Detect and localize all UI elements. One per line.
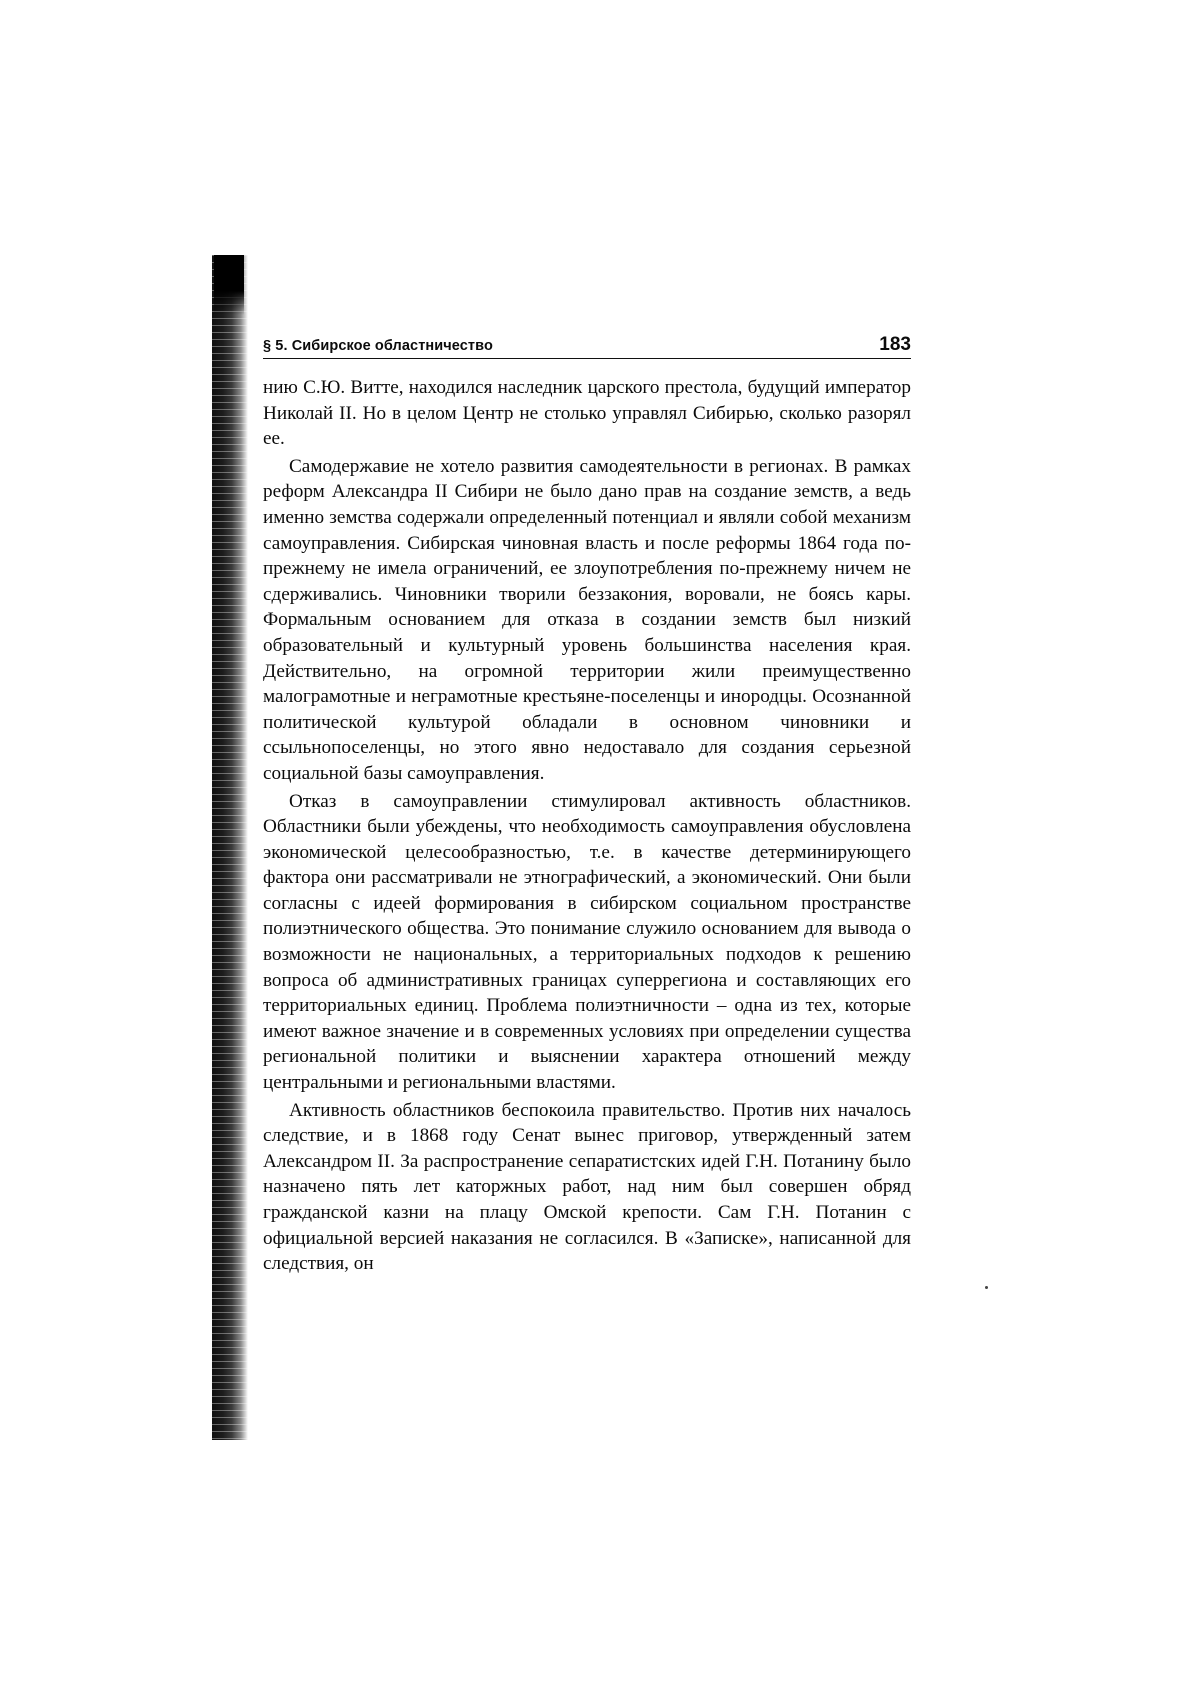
- scan-binding-shadow-top: [214, 255, 244, 315]
- body-text: [263, 375, 911, 1277]
- scan-speck: [985, 1286, 988, 1289]
- section-title: § 5. Сибирское областничество: [263, 338, 493, 354]
- paragraph: Самодержавие не хотело развития самодеятельности в регионах. В рамках реформ Александра II Сибири не было дано прав на создание земств, а ведь именно земства содержали определенный потенциал и являли собой механизм самоуправления. Сибирская чиновная власть и после реформы 1864 года по-прежнему не имела ограничений, ее злоупотребления по-прежнему ничем не сдерживались. Чиновники творили беззакония, воровали, не боясь кары. Формальным основанием для отказа в создании земств был низкий образовательный и культурный уровень большинства населения края. Действительно, на огромной территории жили преимущественно малограмотные и неграмотные крестьяне-поселенцы и инородцы. Осознанной политической культурой обладали в основном чиновники и ссыльнопоселенцы, но этого явно недоставало для создания серьезной социальной базы самоуправления.: [263, 455, 911, 784]
- paragraph-continuation: нию С.Ю. Витте, находился наследник царского престола, будущий император Николай II. Но в целом Центр не столько управлял Сибирью, сколько разорял ее.: [263, 377, 911, 450]
- page-number: 183: [879, 334, 911, 355]
- paragraph: Активность областников беспокоила правительство. Против них началось следствие, и в 1868 году Сенат вынес приговор, утвержденный затем Александром II. За распространение сепаратистских идей Г.Н. Потанину было назначено пять лет каторжных работ, над ним был совершен обряд гражданской казни на плацу Омской крепости. Сам Г.Н. Потанин с официальной версией наказания не согласился. В «Записке», написанной для следствия, он: [263, 1099, 911, 1275]
- scan-binding-shadow: [212, 255, 248, 1440]
- paragraph: Отказ в самоуправлении стимулировал активность областников. Областники были убеждены, что необходимость самоуправления обусловлена экономической целесообразностью, т.е. в качестве детерминирующего фактора они рассматривали не этнографический, а экономический. Они были согласны с идеей формирования в сибирском социальном пространстве полиэтнического общества. Это понимание служило основанием для вывода о возможности не национальных, а территориальных подходов к решению вопроса об административных границах суперрегиона и составляющих его территориальных единиц. Проблема полиэтничности – одна из тех, которые имеют важное значение и в современных условиях при определении существа региональной политики и выяснении характера отношений между центральными и региональными властями.: [263, 790, 911, 1094]
- running-header: [263, 330, 911, 359]
- book-page: [263, 330, 911, 1277]
